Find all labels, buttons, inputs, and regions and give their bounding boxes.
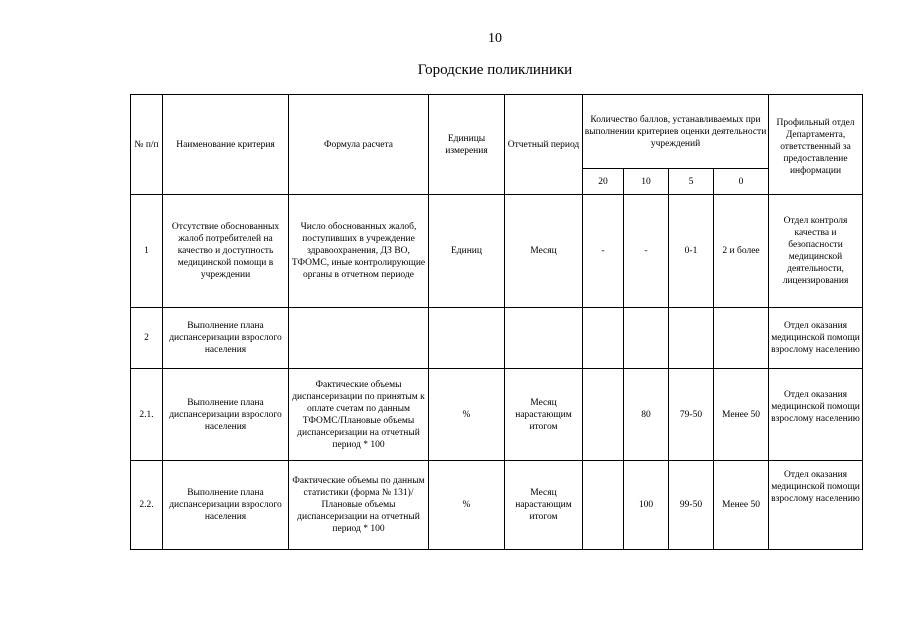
row-name: Выполнение плана диспансеризации взрослого населения bbox=[163, 369, 289, 461]
header-num: № п/п bbox=[131, 95, 163, 195]
row-score-0: Менее 50 bbox=[714, 369, 769, 461]
row-dept: Отдел оказания медицинской помощи взрослому населению bbox=[769, 461, 863, 550]
row-score-20 bbox=[583, 308, 624, 369]
page-number: 10 bbox=[488, 31, 502, 46]
row-num: 2.2. bbox=[131, 461, 163, 550]
table-row bbox=[131, 308, 863, 369]
row-period bbox=[505, 308, 583, 369]
row-formula: Фактические объемы диспансеризации по принятым к оплате счетам по данным ТФОМС/Плановые объемы диспансеризации на отчетный период * 100 bbox=[289, 369, 429, 461]
row-num: 1 bbox=[131, 195, 163, 308]
row-num: 2.1. bbox=[131, 369, 163, 461]
row-score-5: 0-1 bbox=[669, 195, 714, 308]
row-score-0: Менее 50 bbox=[714, 461, 769, 550]
row-name: Выполнение плана диспансеризации взрослого населения bbox=[163, 308, 289, 369]
row-formula bbox=[289, 308, 429, 369]
row-name: Отсутствие обоснованных жалоб потребителей на качество и доступность медицинской помощи в учреждении bbox=[163, 195, 289, 308]
row-score-0 bbox=[714, 308, 769, 369]
row-score-5: 99-50 bbox=[669, 461, 714, 550]
row-score-10 bbox=[624, 308, 669, 369]
header-score-5: 5 bbox=[669, 169, 714, 195]
header-dept: Профильный отдел Департамента, ответственный за предоставление информации bbox=[769, 95, 863, 195]
row-score-10: - bbox=[624, 195, 669, 308]
row-score-10: 100 bbox=[624, 461, 669, 550]
row-period: Месяц нарастающим итогом bbox=[505, 461, 583, 550]
row-units bbox=[429, 308, 505, 369]
page-title: Городские поликлиники bbox=[417, 62, 573, 78]
header-period: Отчетный период bbox=[505, 95, 583, 195]
row-formula: Фактические объемы по данным статистики (форма № 131)/Плановые объемы диспансеризации на отчетный период * 100 bbox=[289, 461, 429, 550]
row-score-0: 2 и более bbox=[714, 195, 769, 308]
header-units: Единицы измерения bbox=[429, 95, 505, 195]
row-score-5: 79-50 bbox=[669, 369, 714, 461]
table-row bbox=[131, 461, 863, 550]
row-units: % bbox=[429, 369, 505, 461]
row-num: 2 bbox=[131, 308, 163, 369]
row-dept: Отдел оказания медицинской помощи взрослому населению bbox=[769, 308, 863, 369]
row-period: Месяц нарастающим итогом bbox=[505, 369, 583, 461]
row-dept: Отдел оказания медицинской помощи взрослому населению bbox=[769, 369, 863, 461]
header-score-10: 10 bbox=[624, 169, 669, 195]
row-formula: Число обоснованных жалоб, поступивших в учреждение здравоохранения, ДЗ ВО, ТФОМС, иные контролирующие органы в отчетном периоде bbox=[289, 195, 429, 308]
row-units: % bbox=[429, 461, 505, 550]
criteria-table bbox=[130, 94, 863, 550]
header-name: Наименование критерия bbox=[163, 95, 289, 195]
header-score-0: 0 bbox=[714, 169, 769, 195]
row-score-10: 80 bbox=[624, 369, 669, 461]
header-score-20: 20 bbox=[583, 169, 624, 195]
row-period: Месяц bbox=[505, 195, 583, 308]
row-name: Выполнение плана диспансеризации взрослого населения bbox=[163, 461, 289, 550]
row-score-20 bbox=[583, 461, 624, 550]
table-row bbox=[131, 195, 863, 308]
row-score-5 bbox=[669, 308, 714, 369]
row-score-20 bbox=[583, 369, 624, 461]
row-dept: Отдел контроля качества и безопасности медицинской деятельности, лицензирования bbox=[769, 195, 863, 308]
row-units: Единиц bbox=[429, 195, 505, 308]
row-score-20: - bbox=[583, 195, 624, 308]
header-points: Количество баллов, устанавливаемых при выполнении критериев оценки деятельности учреждений bbox=[583, 95, 769, 169]
header-formula: Формула расчета bbox=[289, 95, 429, 195]
table-row bbox=[131, 369, 863, 461]
